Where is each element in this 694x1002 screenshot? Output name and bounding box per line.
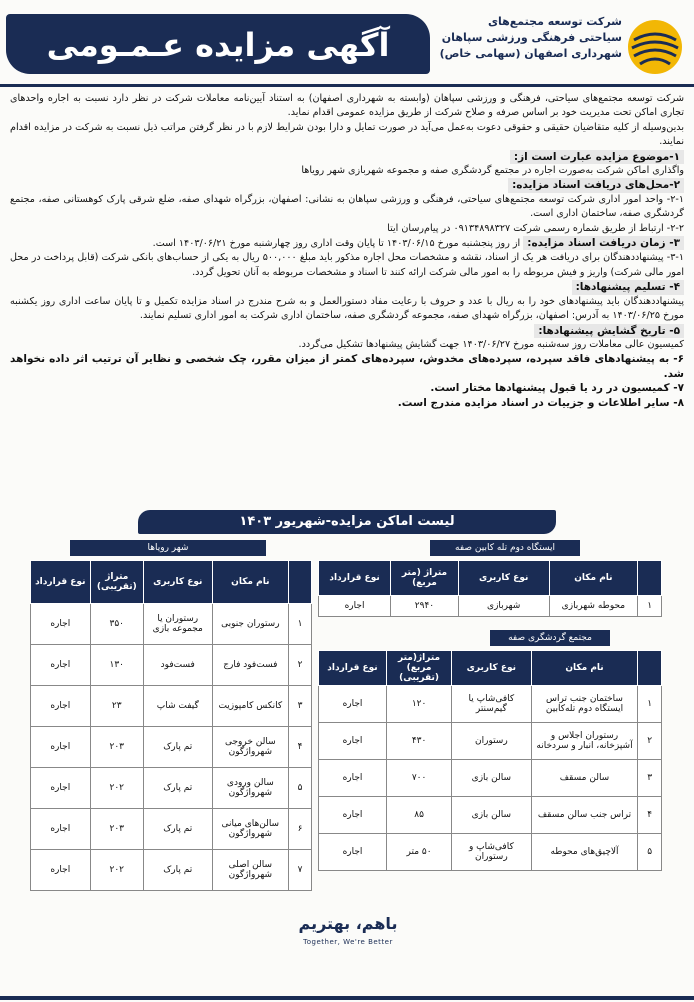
table-cell: کافی‌شاپ و رستوران — [452, 834, 531, 871]
table-subtitle: ایستگاه دوم تله کابین صفه — [430, 540, 580, 556]
table-cell: ۱۲۰ — [387, 686, 452, 723]
table-cell: اجاره — [319, 596, 391, 617]
table-cell: تراس جنب سالن مسقف — [531, 797, 638, 834]
table-cell: تم پارک — [144, 850, 213, 891]
table-subtitle: شهر رویاها — [70, 540, 266, 556]
table-cell: رستوران اجلاس و آشپزخانه، انبار و سردخانه — [531, 723, 638, 760]
intro-paragraph: بدین‌وسیله از کلیه متقاضیان حقیقی و حقوقی دعوت به‌عمل می‌آید در صورت تمایل و دارا بودن شرایط لازم با در نظر گرفتن مراتب ذیل نسبت به شرکت در مزایده اقدام نمایند. — [10, 121, 684, 148]
column-header: نوع کاربری — [452, 651, 531, 686]
table-cell: ۵۰ متر — [387, 834, 452, 871]
table-cell: سالن بازی — [452, 760, 531, 797]
table-row — [31, 686, 312, 727]
table-cell: اجاره — [319, 723, 387, 760]
column-header — [638, 561, 662, 596]
table-cell: گیفت شاپ — [144, 686, 213, 727]
table-cell: ۱ — [638, 686, 662, 723]
table-cell: ۷۰۰ — [387, 760, 452, 797]
table-subtitle: مجتمع گردشگری صفه — [490, 630, 610, 646]
table-cell: ۲ — [289, 645, 312, 686]
table-cell: ۳۵۰ — [90, 604, 143, 645]
table-cell: کافی‌شاپ یا گیم‌سنتر — [452, 686, 531, 723]
table-cell: ۲۰۳ — [90, 809, 143, 850]
section-text: ۲-۱- واحد امور اداری شرکت توسعه مجتمع‌های سیاحتی، فرهنگی و ورزشی سپاهان به نشانی: اصفهان، بزرگراه شهدای صفه، ضلع شرقی پارک کوهستانی صفه، مجتمع گردشگری صفه، ساختمان اداری است. — [10, 193, 684, 220]
column-header — [289, 561, 312, 604]
column-header: نام مکان — [531, 651, 638, 686]
table-cell: ۱ — [289, 604, 312, 645]
table-cell: ۳ — [638, 760, 662, 797]
table-cell: ۲۰۲ — [90, 850, 143, 891]
section-text: کمیسیون عالی معاملات روز سه‌شنبه مورخ ۱۴۰۳/۰۶/۲۷ جهت گشایش پیشنهادها تشکیل می‌گردد. — [298, 338, 684, 350]
section-text: ۲-۲- ارتباط از طریق شماره رسمی شرکت ۰۹۱۳۴۸۹۸۳۲۷ در پیام‌رسان ایتا — [387, 222, 684, 234]
table-cell: فست‌فود فارج — [212, 645, 289, 686]
table-cell: تم پارک — [144, 768, 213, 809]
header — [0, 0, 694, 86]
table-row — [319, 596, 662, 617]
table-cell: سالن بازی — [452, 797, 531, 834]
table-cell: تم پارک — [144, 727, 213, 768]
table-cell: سالن اصلی شهرواژگون — [212, 850, 289, 891]
column-header: نوع قرارداد — [319, 651, 387, 686]
table-cell: اجاره — [31, 645, 91, 686]
condition-line: ۷- کمیسیون در رد یا قبول پیشنهادها مختار است. — [430, 382, 684, 395]
table-cell: اجاره — [31, 686, 91, 727]
section-text: ۳- زمان دریافت اسناد مزایده: از روز پنجشنبه مورخ ۱۴۰۳/۰۶/۱۵ تا پایان وقت اداری روز چهارشنبه مورخ ۱۴۰۳/۰۶/۲۱ است. — [10, 236, 684, 251]
section-heading: ۴- تسلیم پیشنهادها: — [10, 280, 684, 294]
table-row — [319, 686, 662, 723]
table-cell: ۵ — [638, 834, 662, 871]
table-cell: اجاره — [31, 727, 91, 768]
table-cell: ۵ — [289, 768, 312, 809]
table-cell: ۱۳۰ — [90, 645, 143, 686]
table-cell: ۲۳ — [90, 686, 143, 727]
section-text: واگذاری اماکن شرکت به‌صورت اجاره در مجتمع گردشگری صفه و مجموعه شهربازی شهر رویاها — [301, 165, 684, 177]
section-text: ۳-۱- پیشنهاددهندگان برای دریافت هر یک از اسناد، نقشه و مشخصات محل اجاره مذکور باید مبلغ ۵۰۰,۰۰۰ ریال به یکی از حساب‌های بانکی شرکت (قابل پرداخت در محل امور مالی شرکت) واریز و فیش مربوطه را به امور مالی شرکت ارائه کنند تا اسناد و مشخصات مربوطه به آنان تحویل گردد. — [10, 252, 685, 278]
org-line: شهرداری اصفهان (سهامی خاص) — [439, 47, 622, 60]
table-cell: اجاره — [31, 604, 91, 645]
table-cell: اجاره — [319, 686, 387, 723]
table-cell: ۷ — [289, 850, 312, 891]
table-row — [31, 727, 312, 768]
condition-line: ۶- به پیشنهادهای فاقد سپرده، سپرده‌های مخدوش، سپرده‌های کمتر از میزان مقرر، چک شخصی و نظایر آن ترتیب اثر داده نخواهد شد. — [10, 353, 684, 380]
table-cell: ۲۹۴۰ — [391, 596, 459, 617]
table-row — [319, 834, 662, 871]
section-text: پیشنهاددهندگان باید پیشنهادهای خود را به ریال با عدد و حروف با رعایت مفاد دستورالعمل و به شرح مندرج در اسناد مزایده تکمیل و تا پایان ساعت اداری روز یکشنبه مورخ ۱۴۰۳/۰۶/۲۵ به آدرس: اصفهان، بزرگراه شهدای صفه، مجموعه گردشگری صفه، ساختمان اداری شرکت به امور اداری تسلیم نمایند. — [10, 295, 684, 322]
table-cell: ۴ — [638, 797, 662, 834]
column-header: نوع کاربری — [458, 561, 549, 596]
table-row — [319, 797, 662, 834]
table-cell: اجاره — [31, 768, 91, 809]
table-cell: رستوران یا مجموعه بازی — [144, 604, 213, 645]
section-heading: ۱-موضوع مزایده عبارت است از: — [10, 150, 684, 164]
table-cell: سالن خروجی شهرواژگون — [212, 727, 289, 768]
table-header-row — [319, 561, 662, 596]
column-header: متراژ(متر مربع) (تقریبی) — [387, 651, 452, 686]
table-row — [31, 604, 312, 645]
table-cell: اجاره — [319, 797, 387, 834]
station-table — [318, 560, 662, 617]
table-cell: اجاره — [319, 760, 387, 797]
table-cell: ۲۰۳ — [90, 727, 143, 768]
table-header-row — [31, 561, 312, 604]
table-cell: محوطه شهربازی — [549, 596, 638, 617]
column-header: متراژ (تقریبی) — [90, 561, 143, 604]
organization-name — [438, 14, 622, 78]
table-cell: ۳ — [289, 686, 312, 727]
table-cell: آلاچیق‌های محوطه — [531, 834, 638, 871]
footer-divider — [0, 996, 694, 1000]
table-cell: شهربازی — [458, 596, 549, 617]
table-cell: ساختمان جنب تراس ایستگاه دوم تله‌کابین — [531, 686, 638, 723]
column-header: متراژ (متر مربع) — [391, 561, 459, 596]
footer-tagline: Together, We're Better — [303, 938, 393, 946]
table-cell: ۲۰۲ — [90, 768, 143, 809]
soffeh-table — [318, 650, 662, 871]
table-header-row — [319, 651, 662, 686]
table-cell: ۱ — [638, 596, 662, 617]
page-title: آگهی مزایده عـمـومی — [46, 26, 390, 64]
table-cell: اجاره — [319, 834, 387, 871]
column-header: نوع قرارداد — [31, 561, 91, 604]
table-cell: تم پارک — [144, 809, 213, 850]
table-cell: سالن‌های میانی شهرواژگون — [212, 809, 289, 850]
table-cell: ۴۳۰ — [387, 723, 452, 760]
header-divider — [0, 84, 694, 87]
table-cell: سالن مسقف — [531, 760, 638, 797]
table-row — [31, 809, 312, 850]
column-header: نوع قرارداد — [319, 561, 391, 596]
table-cell: رستوران — [452, 723, 531, 760]
table-row — [31, 645, 312, 686]
table-row — [319, 723, 662, 760]
org-line: سیاحتی فرهنگی ورزشی سپاهان — [441, 31, 622, 44]
column-header: نوع کاربری — [144, 561, 213, 604]
table-row — [31, 850, 312, 891]
table-row — [319, 760, 662, 797]
table-cell: ۸۵ — [387, 797, 452, 834]
table-cell: ۲ — [638, 723, 662, 760]
column-header — [638, 651, 662, 686]
table-cell: سالن ورودی شهرواژگون — [212, 768, 289, 809]
list-title: لیست اماکن مزایده-شهریور ۱۴۰۳ — [138, 510, 556, 534]
table-cell: اجاره — [31, 809, 91, 850]
section-heading: ۵- تاریخ گشایش پیشنهادها: — [10, 324, 684, 338]
company-logo-icon — [626, 18, 684, 76]
table-cell: رستوران جنوبی — [212, 604, 289, 645]
dreams-table — [30, 560, 312, 891]
condition-line: ۸- سایر اطلاعات و جزییات در اسناد مزایده مندرج است. — [397, 396, 684, 409]
table-cell: ۴ — [289, 727, 312, 768]
table-cell: اجاره — [31, 850, 91, 891]
table-row — [31, 768, 312, 809]
column-header: نام مکان — [212, 561, 289, 604]
table-cell: ۶ — [289, 809, 312, 850]
org-line: شرکت توسعه مجتمع‌های — [487, 15, 622, 28]
notice-body — [10, 92, 684, 410]
section-heading: ۲-محل‌های دریافت اسناد مزایده: — [10, 178, 684, 192]
intro-paragraph: شرکت توسعه مجتمع‌های سیاحتی، فرهنگی و ورزشی سپاهان (وابسته به شهرداری اصفهان) به استناد آیین‌نامه معاملات شرکت در نظر دارد نسبت به اجاره واحدهای تجاری اماکن تحت مدیریت خود بر اساس صرفه و صلاح شرکت از طریق مزایده عمومی اقدام نماید. — [10, 93, 684, 119]
column-header: نام مکان — [549, 561, 638, 596]
table-cell: کانکس کامپوزیت — [212, 686, 289, 727]
footer-brand: باهم، بهتریم — [298, 914, 398, 933]
table-cell: فست‌فود — [144, 645, 213, 686]
